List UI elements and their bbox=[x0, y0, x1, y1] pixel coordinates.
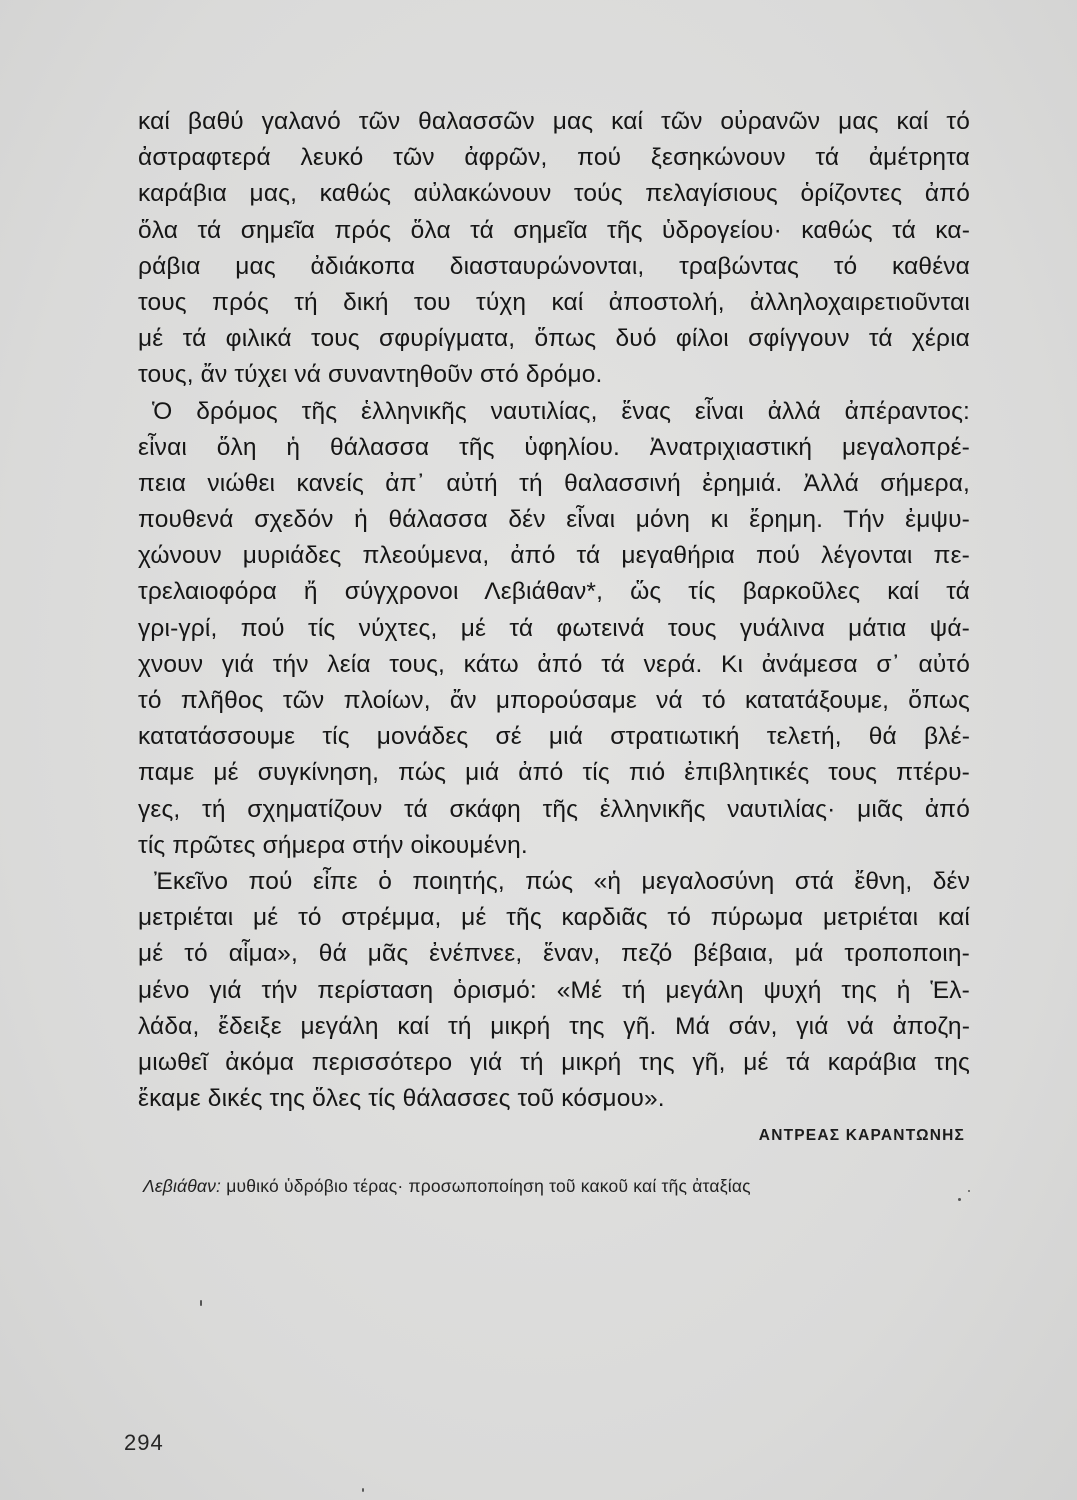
body-text bbox=[138, 104, 970, 1117]
text-line: ἀστραφτερά λευκό τῶν ἀφρῶν, πού ξεσηκώνουν τά ἀμέτρητα bbox=[138, 144, 970, 172]
paper-speck bbox=[362, 1488, 364, 1492]
text-line: Ὁ δρόμος τῆς ἑλληνικῆς ναυτιλίας, ἕνας εἶναι ἀλλά ἀπέραντος: bbox=[152, 397, 970, 425]
text-line: εἶναι ὅλη ἡ θάλασσα τῆς ὑφηλίου. Ἀνατριχιαστική μεγαλοπρέ- bbox=[138, 433, 970, 461]
text-line: χνουν γιά τήν λεία τους, κάτω ἀπό τά νερά. Κι ἀνάμεσα σ᾿ αὐτό bbox=[138, 650, 970, 678]
text-line: τίς πρῶτες σήμερα στήν οἰκουμένη. bbox=[138, 831, 528, 859]
text-line: παμε μέ συγκίνηση, πώς μιά ἀπό τίς πιό ἐπιβλητικές τους πτέρυ- bbox=[138, 759, 970, 787]
text-line: καράβια μας, καθώς αὐλακώνουν τούς πελαγίσιους ὁρίζοντες ἀπό bbox=[138, 180, 970, 208]
footnote-term: Λεβιάθαν: bbox=[143, 1176, 222, 1196]
text-line: ράβια μας ἀδιάκοπα διασταυρώνονται, τραβώντας τό καθένα bbox=[138, 252, 970, 280]
page-number: 294 bbox=[124, 1430, 164, 1455]
text-line: μέ τό αἷμα», θά μᾶς ἐνέπνεε, ἕναν, πεζό βέβαια, μά τροποποιη- bbox=[138, 940, 970, 968]
text-line: μιωθεῖ ἀκόμα περισσότερο γιά τή μικρή της γῆ, μέ τά καράβια της bbox=[138, 1048, 970, 1076]
paper-speck bbox=[958, 1198, 961, 1201]
text-line: κατατάσσουμε τίς μονάδες σέ μιά στρατιωτική τελετή, θά βλέ- bbox=[138, 723, 970, 751]
text-line: καί βαθύ γαλανό τῶν θαλασσῶν μας καί τῶν οὐρανῶν μας καί τό bbox=[138, 108, 970, 135]
text-line: λάδα, ἔδειξε μεγάλη καί τή μικρή της γῆ. Μά σάν, γιά νά ἀποζη- bbox=[138, 1012, 970, 1040]
text-line: πουθενά σχεδόν ἡ θάλασσα δέν εἶναι μόνη κι ἔρημη. Τήν ἐμψυ- bbox=[138, 506, 970, 534]
paper-speck bbox=[200, 1300, 202, 1306]
text-line: γες, τή σχηματίζουν τά σκάφη τῆς ἑλληνικῆς ναυτιλίας· μιᾶς ἀπό bbox=[138, 795, 970, 823]
text-line: μέ τά φιλικά τους σφυρίγματα, ὅπως δυό φίλοι σφίγγουν τά χέρια bbox=[138, 325, 970, 353]
text-line: τους, ἄν τύχει νά συναντηθοῦν στό δρόμο. bbox=[138, 361, 603, 389]
text-line: τους πρός τή δική του τύχη καί ἀποστολή, ἀλληλοχαιρετιοῦνται bbox=[138, 288, 970, 316]
text-line: πεια νιώθει κανείς ἀπ᾿ αὐτή τή θαλασσινή ἐρημιά. Ἀλλά σήμερα, bbox=[138, 469, 970, 497]
text-line: τό πλῆθος τῶν πλοίων, ἄν μπορούσαμε νά τό κατατάξουμε, ὅπως bbox=[138, 687, 970, 714]
text-line: γρι-γρί, πού τίς νύχτες, μέ τά φωτεινά τους γυάλινα μάτια ψά- bbox=[138, 614, 970, 642]
text-line: μένο γιά τήν περίσταση ὁρισμό: «Μέ τή μεγάλη ψυχή της ἡ Ἑλ- bbox=[138, 976, 970, 1004]
footnote-definition: μυθικό ὑδρόβιο τέρας· προσωποποίηση τοῦ κακοῦ καί τῆς ἀταξίας bbox=[226, 1176, 751, 1196]
text-line: τρελαιοφόρα ἤ σύγχρονοι Λεβιάθαν*, ὥς τίς βαρκοῦλες καί τά bbox=[138, 578, 970, 606]
text-line: ὅλα τά σημεῖα πρός ὅλα τά σημεῖα τῆς ὑδρογείου· καθώς τά κα- bbox=[138, 216, 970, 244]
text-line: μετριέται μέ τό στρέμμα, μέ τῆς καρδιᾶς τό πύρωμα μετριέται καί bbox=[138, 904, 970, 932]
author-signature: ΑΝΤΡΕΑΣ ΚΑΡΑΝΤΩΝΗΣ bbox=[758, 1127, 965, 1144]
footnote bbox=[143, 1176, 751, 1197]
text-line: χώνουν μυριάδες πλεούμενα, ἀπό τά μεγαθήρια πού λέγονται πε- bbox=[138, 542, 970, 570]
paper-speck bbox=[968, 1190, 970, 1192]
text-line: Ἐκεῖνο πού εἶπε ὁ ποιητής, πώς «ἡ μεγαλοσύνη στά ἔθνη, δέν bbox=[154, 867, 970, 895]
text-line: ἔκαμε δικές της ὅλες τίς θάλασσες τοῦ κόσμου». bbox=[138, 1085, 665, 1113]
